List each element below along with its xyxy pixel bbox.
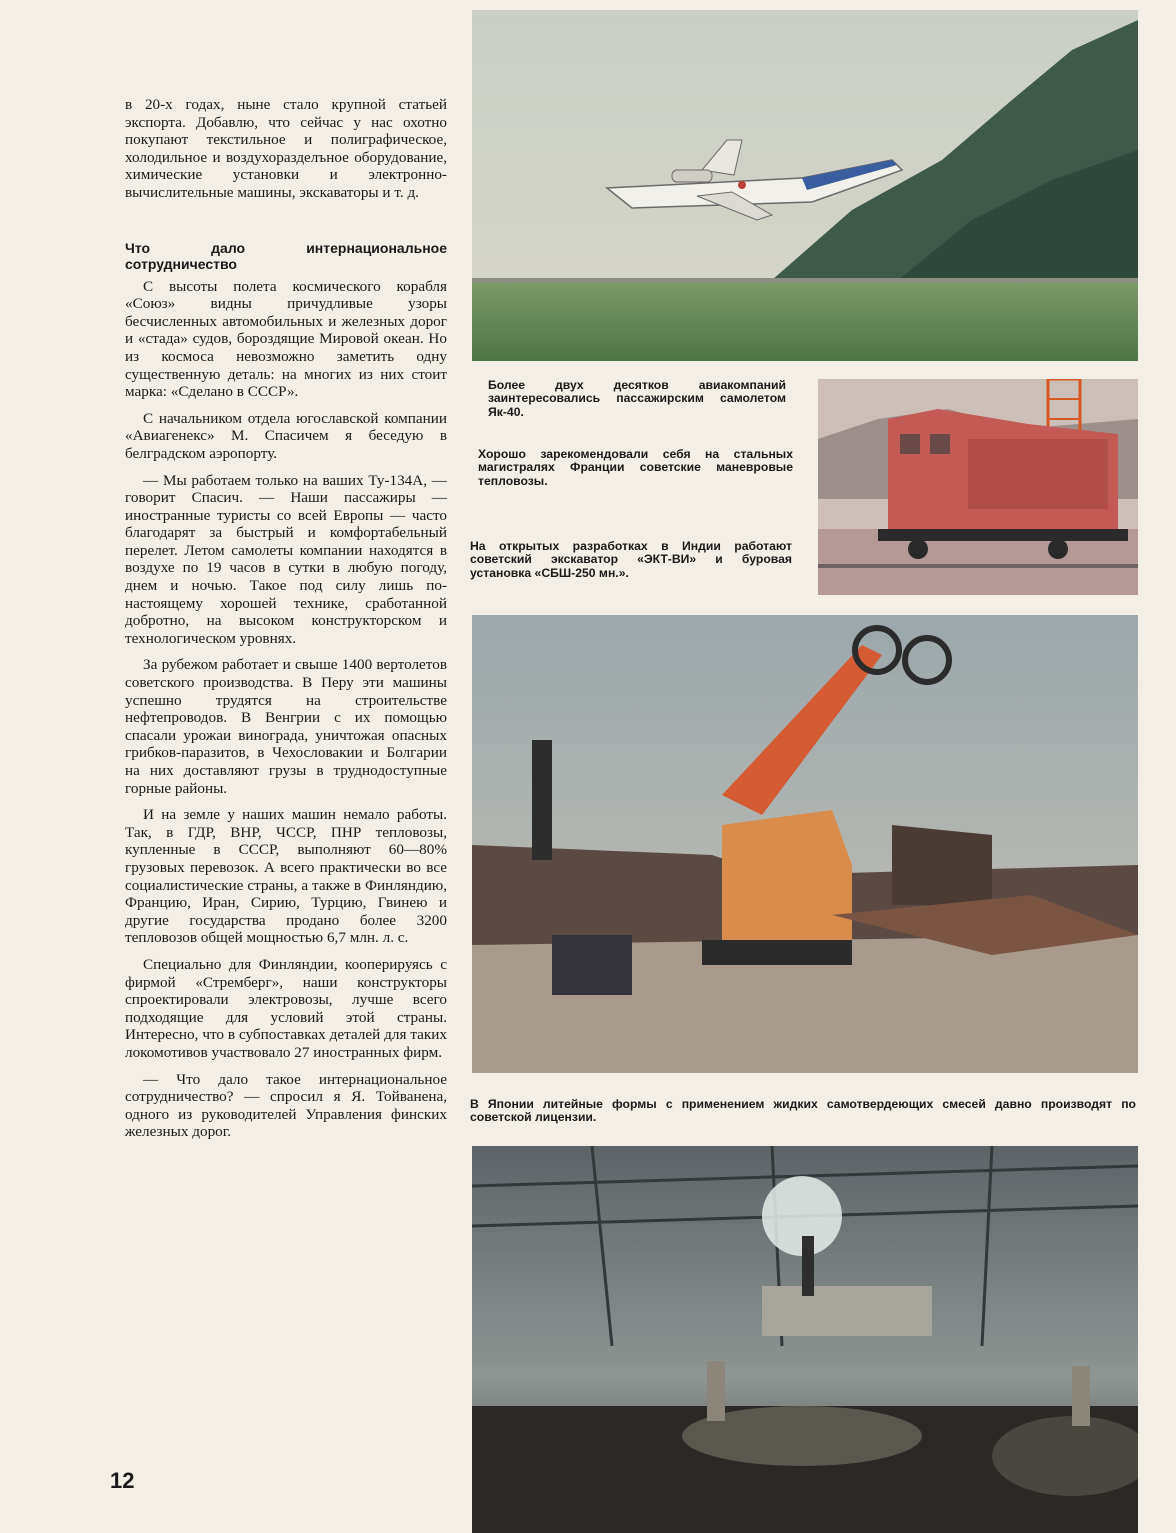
caption-airplane: Более двух десятков авиакомпаний заинтересовались пассажирским самолетом Як-40. [488, 378, 786, 419]
caption-foundry: В Японии литейные формы с применением жидких самотвердеющих смесей давно производят по советской лицензии. [470, 1097, 1136, 1125]
article-paragraph: С начальником отдела югославской компании «Авиагенекс» М. Спасичем я беседую в белградском аэропорту. [125, 409, 447, 462]
foundry-image [472, 1146, 1138, 1533]
caption-locomotive: Хорошо зарекомендовали себя на стальных магистралях Франции советские маневровые тепловозы. [478, 447, 793, 488]
photo-excavator [472, 615, 1138, 1073]
airplane-image [472, 10, 1138, 361]
article-paragraph: Специально для Финляндии, кооперируясь с фирмой «Стремберг», наши конструкторы спроектировали электровозы, лучше всего подходящие для условий этой страны. Интересно, что в субпоставках деталей для таких локомотивов участвовало 27 иностранных фирм. [125, 955, 447, 1061]
excavator-image [472, 615, 1138, 1073]
article-paragraph: За рубежом работает и свыше 1400 вертолетов советского производства. В Перу эти машины успешно трудятся на строительстве нефтепроводов. В Венгрии с их помощью спасали урожаи винограда, уничтожая опасных грибков-паразитов, в Чехословакии и Болгарии на них доставляют грузы в труднодоступные горные районы. [125, 656, 447, 797]
article-paragraph: — Что дало такое интернациональное сотрудничество? — спросил я Я. Тойванена, одного из руководителей Управления финских железных дорог. [125, 1070, 447, 1141]
page-number: 12 [110, 1468, 135, 1493]
article-paragraph: С высоты полета космического корабля «Союз» видны причудливые узоры бесчисленных автомобильных и железных дорог и «стада» судов, бороздящие Мировой океан. Но из космоса невозможно заметить одну существенную деталь: на многих из них стоит марка: «Сделано в СССР». [125, 277, 447, 401]
section-heading: Что дало интернациональное сотрудничество [125, 239, 447, 272]
photo-locomotive [818, 379, 1138, 595]
article-paragraph: — Мы работаем только на ваших Ту-134А, — говорит Спасич. — Наши пассажиры — иностранные туристы со всей Европы — часто благодарят за быстрый и комфортабельный перелет. Летом самолеты компании находятся в воздухе по 19 часов в сутки в любую погоду, днем и ночью. Такое под силу лишь по-настоящему хорошей технике, сработанной добротно, на высоком конструкторском и технологическом уровнях. [125, 471, 447, 647]
article-paragraph: И на земле у наших машин немало работы. Так, в ГДР, ВНР, ЧССР, ПНР тепловозы, купленные в СССР, выполняют 60—80% грузовых перевозок. А всего практически во все социалистические страны, а также в Финляндию, Францию, Иран, Сирию, Турцию, Гвинею и другие государства продано более 3200 тепловозов общей мощностью 6,7 млн. л. с. [125, 806, 447, 947]
locomotive-image [818, 379, 1138, 595]
article-paragraph: в 20-х годах, ныне стало крупной статьей экспорта. Добавлю, что сейчас у нас охотно покупают текстильное и полиграфическое, холодильное и воздухоразделъное оборудование, химические установки и электронно-вычислительные машины, экскаваторы и т. д. [125, 96, 447, 201]
photo-airplane [472, 10, 1138, 361]
article-column [125, 96, 447, 1150]
caption-excavator: На открытых разработках в Индии работают советский экскаватор «ЭКТ-ВИ» и буровая установка «СБШ-250 мн.». [470, 539, 792, 580]
photo-foundry [472, 1146, 1138, 1533]
